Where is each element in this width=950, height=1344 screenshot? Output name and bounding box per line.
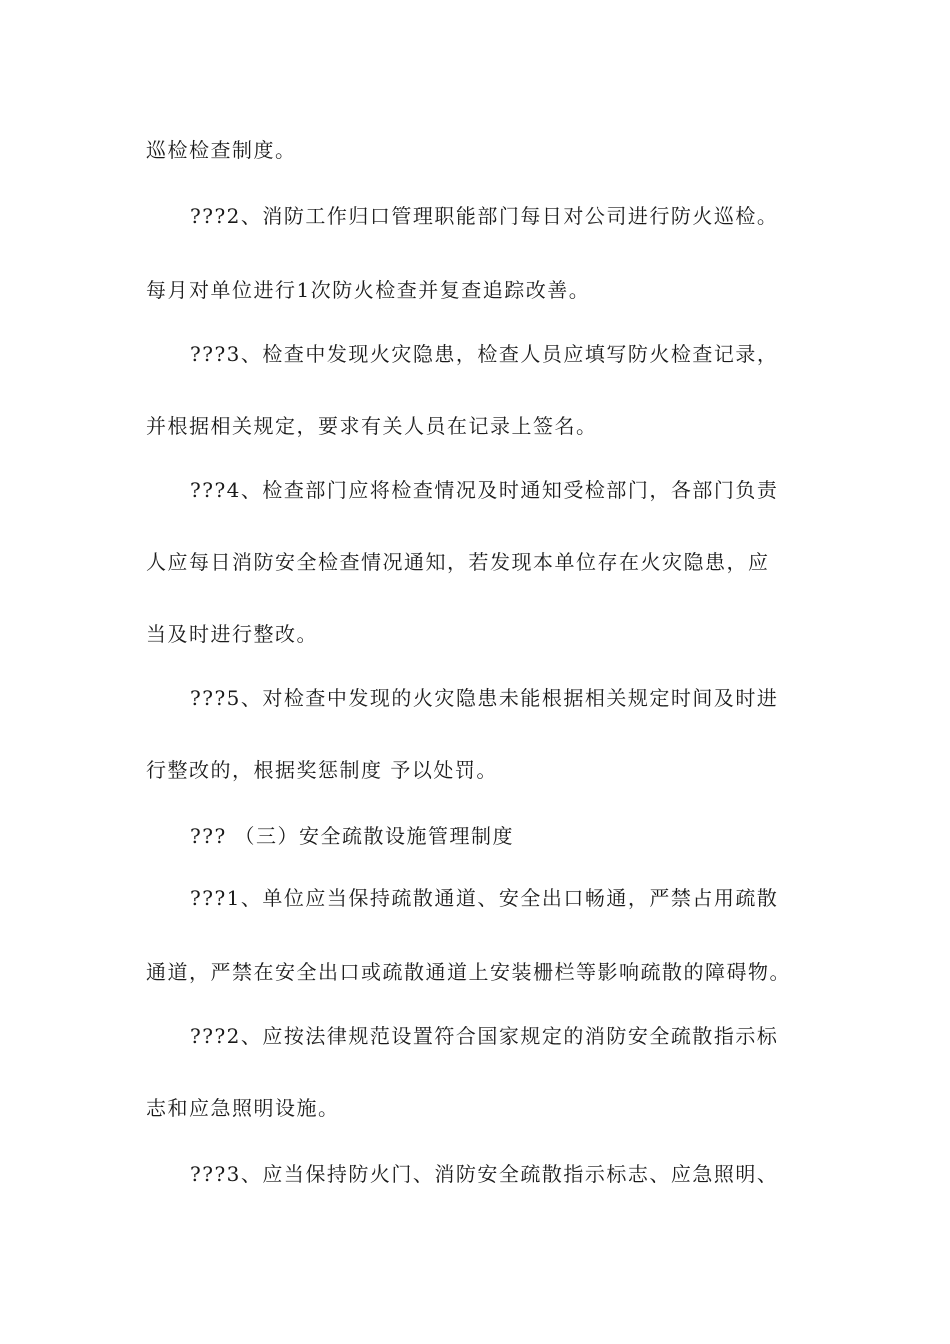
text-line: 通道，严禁在安全出口或疏散通道上安装栅栏等影响疏散的障碍物。: [146, 960, 791, 984]
text-line: ???2、应按法律规范设置符合国家规定的消防安全疏散指示标: [190, 1024, 779, 1048]
text-line: ???1、单位应当保持疏散通道、安全出口畅通，严禁占用疏散: [190, 886, 779, 910]
text-line: 行整改的，根据奖惩制度 予以处罚。: [146, 758, 498, 782]
text-line: ???5、对检查中发现的火灾隐患未能根据相关规定时间及时进: [190, 686, 779, 710]
section-heading: ??? （三）安全疏散设施管理制度: [190, 824, 515, 848]
text-line: ???3、应当保持防火门、消防安全疏散指示标志、应急照明、: [190, 1162, 779, 1186]
text-line: ???2、消防工作归口管理职能部门每日对公司进行防火巡检。: [190, 204, 779, 228]
text-line: 当及时进行整改。: [146, 622, 318, 646]
text-line: 人应每日消防安全检查情况通知，若发现本单位存在火灾隐患，应: [146, 550, 770, 574]
text-line: 每月对单位进行1次防火检查并复查追踪改善。: [146, 278, 591, 302]
text-line: ???3、检查中发现火灾隐患，检查人员应填写防火检查记录，: [190, 342, 779, 366]
text-line: 巡检检查制度。: [146, 138, 297, 162]
text-line: 志和应急照明设施。: [146, 1096, 340, 1120]
text-line: ???4、检查部门应将检查情况及时通知受检部门，各部门负责: [190, 478, 779, 502]
text-line: 并根据相关规定，要求有关人员在记录上签名。: [146, 414, 598, 438]
